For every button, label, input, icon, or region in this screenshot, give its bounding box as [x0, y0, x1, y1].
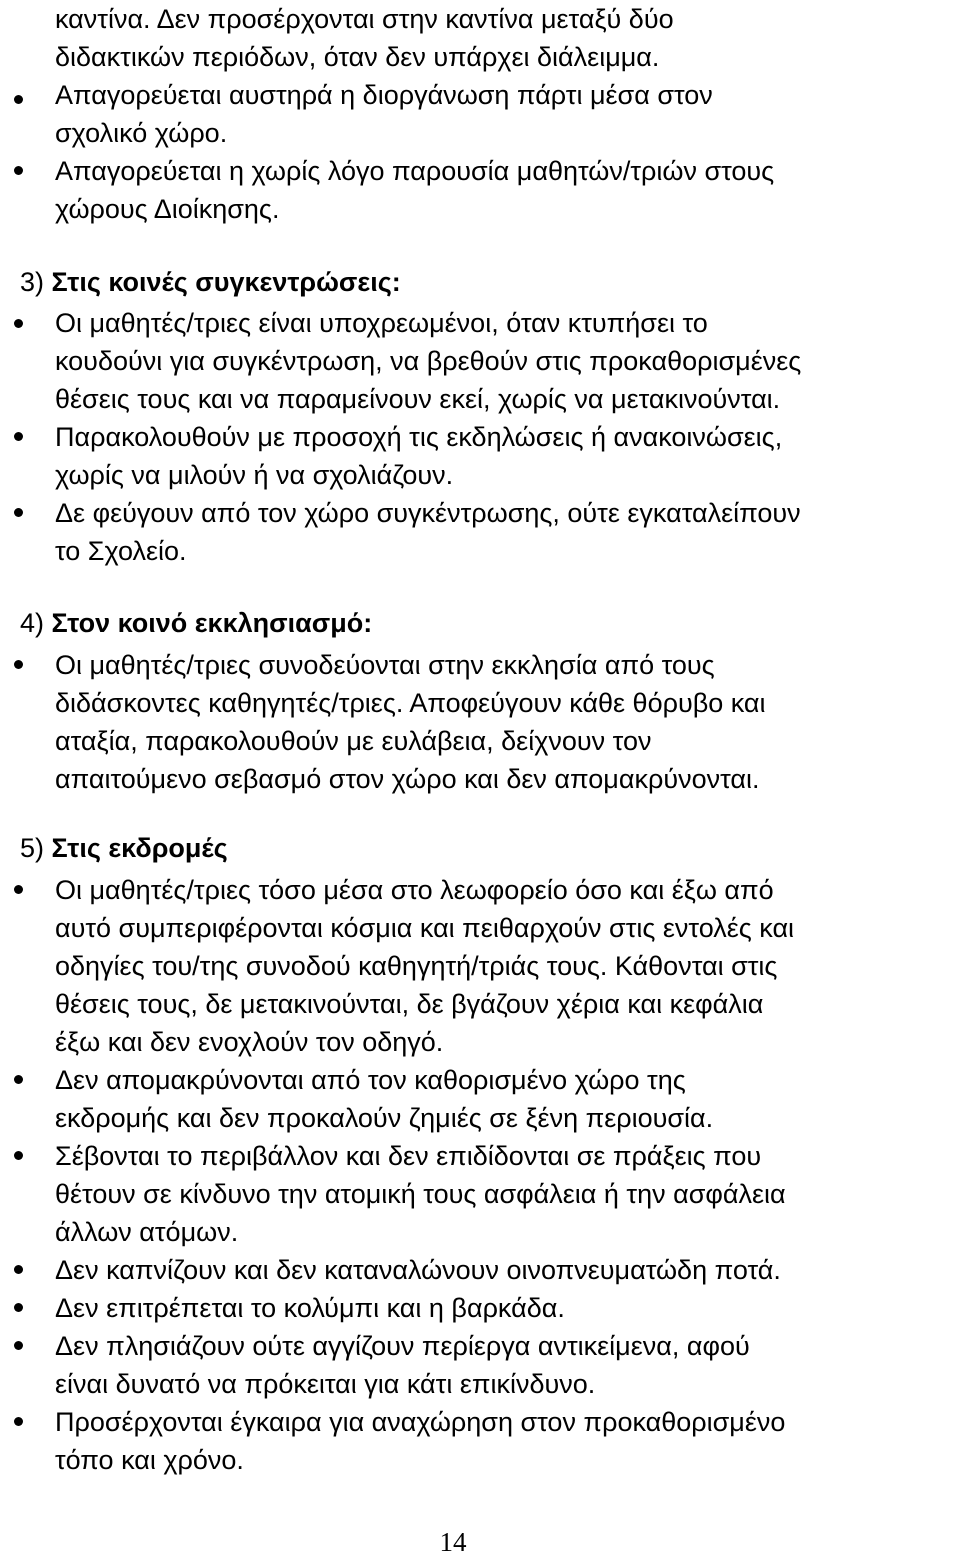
list-item: Οι μαθητές/τριες συνοδεύονται στην εκκλησία από τους διδάσκοντες καθηγητές/τριες. Αποφεύγουν κάθε θόρυβο και αταξία, παρακολουθούν με ευλάβεια, δείχνουν τον απαιτούμενο σεβασμό στον χώρο και δεν απομακρύνονται. — [55, 650, 766, 794]
bullet-icon — [14, 1151, 23, 1160]
list-item: Προσέρχονται έγκαιρα για αναχώρηση στον προκαθορισμένο τόπο και χρόνο. — [55, 1407, 786, 1475]
intro-continuation: καντίνα. Δεν προσέρχονται στην καντίνα μεταξύ δύο διδακτικών περιόδων, όταν δεν υπάρχει διάλειμμα. — [55, 4, 674, 72]
list-item: Δεν πλησιάζουν ούτε αγγίζουν περίεργα αντικείμενα, αφού είναι δυνατό να πρόκειται για κάτι επικίνδυνο. — [55, 1331, 750, 1399]
list-item: Σέβονται το περιβάλλον και δεν επιδίδονται σε πράξεις που θέτουν σε κίνδυνο την ατομική τους ασφάλεια ή την ασφάλεια άλλων ατόμων. — [55, 1141, 786, 1247]
section-heading — [20, 829, 228, 867]
list-item: Δεν επιτρέπεται το κολύμπι και η βαρκάδα. — [55, 1293, 565, 1323]
section-title: Στον κοινό εκκλησιασμό: — [51, 608, 373, 638]
bullet-icon — [14, 508, 23, 517]
list-item: Οι μαθητές/τριες τόσο μέσα στο λεωφορείο όσο και έξω από αυτό συμπεριφέρονται κόσμια και πειθαρχούν στις εντολές και οδηγίες του/της συνοδού καθηγητή/τριάς τους. Κάθονται στις θέσεις τους, δε μετακινούνται, δε βγάζουν χέρια και κεφάλια έξω και δεν ενοχλούν τον οδηγό. — [55, 875, 795, 1057]
bullet-icon — [14, 95, 23, 104]
bullet-icon — [14, 1075, 23, 1084]
section-title: Στις εκδρομές — [51, 833, 228, 863]
section-heading — [20, 604, 372, 642]
bullet-icon — [14, 432, 23, 441]
bullet-icon — [14, 885, 23, 894]
list-item: Δεν απομακρύνονται από τον καθορισμένο χώρο της εκδρομής και δεν προκαλούν ζημιές σε ξένη περιουσία. — [55, 1065, 714, 1133]
bullet-icon — [14, 319, 23, 328]
list-item: Οι μαθητές/τριες είναι υποχρεωμένοι, όταν κτυπήσει το κουδούνι για συγκέντρωση, να βρεθούν στις προκαθορισμένες θέσεις τους και να παραμείνουν εκεί, χωρίς να μετακινούνται. — [55, 308, 802, 414]
list-item: Απαγορεύεται η χωρίς λόγο παρουσία μαθητών/τριών στους χώρους Διοίκησης. — [55, 156, 775, 224]
page-number: 14 — [439, 1527, 467, 1557]
bullet-icon — [14, 1341, 23, 1350]
section-title: Στις κοινές συγκεντρώσεις: — [51, 267, 401, 297]
section-heading — [20, 263, 401, 301]
section-number: 5) — [20, 833, 45, 863]
list-item: Απαγορεύεται αυστηρά η διοργάνωση πάρτι μέσα στον σχολικό χώρο. — [55, 80, 713, 148]
list-item: Δε φεύγουν από τον χώρο συγκέντρωσης, ούτε εγκαταλείπουν το Σχολείο. — [55, 498, 801, 566]
list-item: Δεν καπνίζουν και δεν καταναλώνουν οινοπνευματώδη ποτά. — [55, 1255, 781, 1285]
list-item: Παρακολουθούν με προσοχή τις εκδηλώσεις ή ανακοινώσεις, χωρίς να μιλούν ή να σχολιάζουν. — [55, 422, 783, 490]
section-number: 3) — [20, 267, 45, 297]
bullet-icon — [14, 660, 23, 669]
bullet-icon — [14, 1417, 23, 1426]
bullet-icon — [14, 1303, 23, 1312]
bullet-icon — [14, 1265, 23, 1274]
bullet-icon — [14, 166, 23, 175]
section-number: 4) — [20, 608, 45, 638]
